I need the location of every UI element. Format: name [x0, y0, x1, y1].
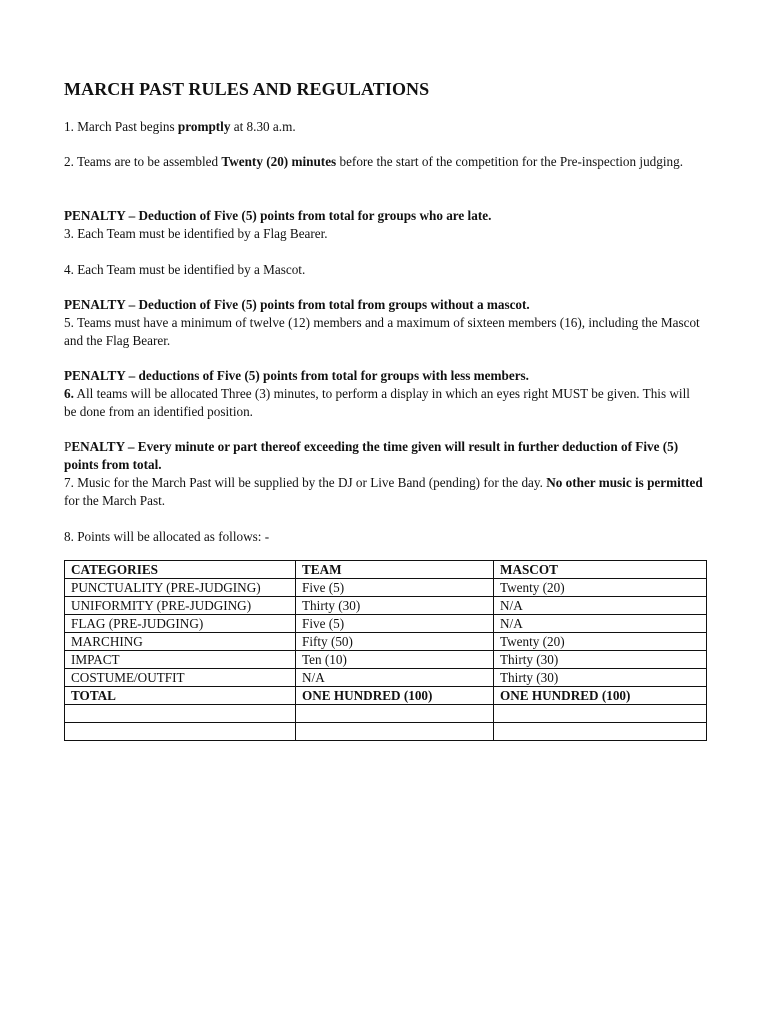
table-cell: [65, 705, 296, 723]
table-cell: Twenty (20): [494, 633, 707, 651]
rule-6-text: All teams will be allocated Three (3) minutes, to perform a display in which an eyes right MUST be given. This will be done from an identified position.: [64, 386, 690, 419]
rule-6: [64, 385, 704, 421]
total-mascot: ONE HUNDRED (100): [494, 687, 707, 705]
rule-2-emphasis: Twenty (20) minutes: [221, 154, 337, 169]
table-cell: Twenty (20): [494, 579, 707, 597]
penalty-4: [64, 438, 704, 474]
table-total-row: [65, 687, 707, 705]
table-row: [65, 615, 707, 633]
table-cell: N/A: [494, 615, 707, 633]
table-cell: FLAG (PRE-JUDGING): [65, 615, 296, 633]
rule-7: [64, 474, 704, 510]
table-header-row: [65, 561, 707, 579]
penalty-3: PENALTY – deductions of Five (5) points from total for groups with less members.: [64, 368, 529, 383]
table-row: [65, 669, 707, 687]
penalty-1: PENALTY – Deduction of Five (5) points from total for groups who are late.: [64, 208, 492, 223]
total-team: ONE HUNDRED (100): [296, 687, 494, 705]
header-team: TEAM: [296, 561, 494, 579]
table-cell: PUNCTUALITY (PRE-JUDGING): [65, 579, 296, 597]
table-cell: IMPACT: [65, 651, 296, 669]
table-empty-row: [65, 705, 707, 723]
rule-7-emphasis: No other music is permitted: [546, 475, 703, 490]
table-cell: Fifty (50): [296, 633, 494, 651]
rule-1: [64, 118, 704, 136]
table-empty-row: [65, 723, 707, 741]
table-cell: Ten (10): [296, 651, 494, 669]
table-cell: Five (5): [296, 615, 494, 633]
total-label: TOTAL: [65, 687, 296, 705]
table-cell: N/A: [494, 597, 707, 615]
table-row: [65, 633, 707, 651]
table-cell: [296, 705, 494, 723]
points-table: [64, 560, 707, 741]
table-cell: Thirty (30): [494, 651, 707, 669]
table-cell: N/A: [296, 669, 494, 687]
table-cell: MARCHING: [65, 633, 296, 651]
rule-7-text-c: for the March Past.: [64, 493, 166, 508]
table-row: [65, 597, 707, 615]
page-title: MARCH PAST RULES AND REGULATIONS: [64, 79, 430, 99]
penalty-2: PENALTY – Deduction of Five (5) points from total from groups without a mascot.: [64, 297, 530, 312]
header-categories: CATEGORIES: [65, 561, 296, 579]
table-cell: [296, 723, 494, 741]
header-mascot: MASCOT: [494, 561, 707, 579]
rule-2-text-c: before the start of the competition for the Pre-inspection judging.: [336, 154, 683, 169]
rule-7-text-a: 7. Music for the March Past will be supplied by the DJ or Live Band (pending) for the day.: [64, 475, 547, 490]
rule-5: 5. Teams must have a minimum of twelve (12) members and a maximum of sixteen members (16), including the Mascot and the Flag Bearer.: [64, 315, 700, 348]
rule-1-text-a: 1. March Past begins: [64, 119, 178, 134]
table-cell: [65, 723, 296, 741]
table-cell: COSTUME/OUTFIT: [65, 669, 296, 687]
penalty-4-initial: P: [64, 439, 72, 454]
table-cell: [494, 705, 707, 723]
table-cell: [494, 723, 707, 741]
rule-8: 8. Points will be allocated as follows: -: [64, 529, 270, 544]
rule-1-text-c: at 8.30 a.m.: [230, 119, 296, 134]
table-cell: UNIFORMITY (PRE-JUDGING): [65, 597, 296, 615]
table-cell: Thirty (30): [494, 669, 707, 687]
table-cell: Five (5): [296, 579, 494, 597]
table-cell: Thirty (30): [296, 597, 494, 615]
penalty-4-text: ENALTY – Every minute or part thereof exceeding the time given will result in further deduction of Five (5) points from total.: [64, 439, 679, 472]
table-row: [65, 651, 707, 669]
rule-2: [64, 153, 704, 171]
rule-4: 4. Each Team must be identified by a Mascot.: [64, 262, 306, 277]
rule-6-number: 6.: [64, 386, 74, 401]
table-row: [65, 579, 707, 597]
rule-1-emphasis: promptly: [177, 119, 231, 134]
rule-2-text-a: 2. Teams are to be assembled: [64, 154, 222, 169]
rule-3: 3. Each Team must be identified by a Flag Bearer.: [64, 226, 328, 241]
